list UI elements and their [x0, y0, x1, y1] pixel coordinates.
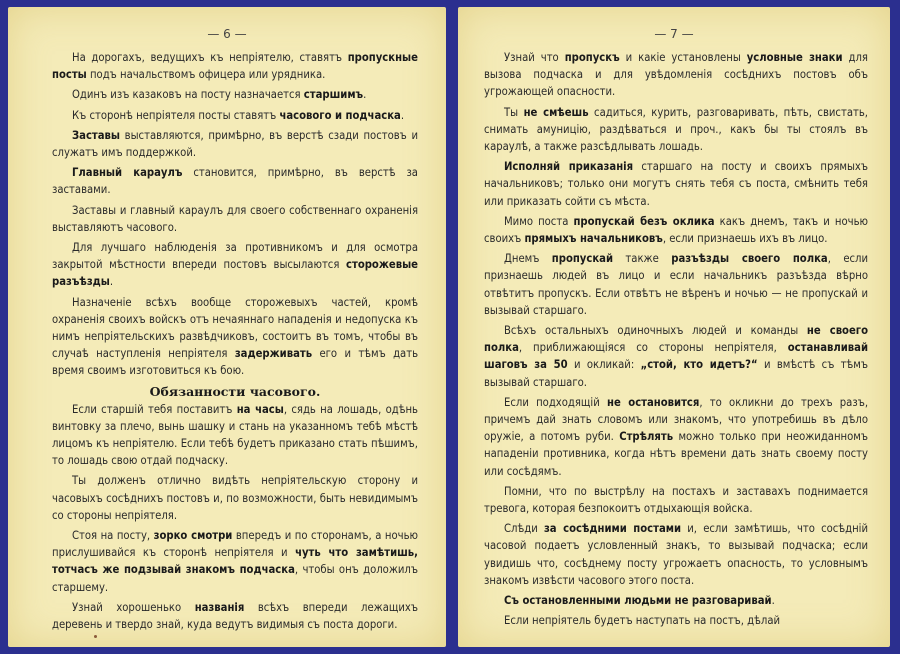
paragraph: Днемъ пропускай также разъѣзды своего полка, если признаешь людей въ лицо и если начальникъ разъѣзда вѣрно отвѣтитъ пропускъ. Если отвѣтъ не вѣренъ и ночью — не пропускай и вызывай старшаго.: [484, 252, 869, 317]
paragraph: Всѣхъ остальныхъ одиночныхъ людей и команды не своего полка, приближающіяся со стороны непріятеля, останавливай шаговъ за 50 и окликай: „стой, кто идетъ?“ и вмѣстѣ съ тѣмъ вызывай старшаго.: [484, 324, 868, 389]
paragraph: Если старшій тебя поставитъ на часы, сядь на лошадь, одѣнь винтовку за плечо, вынь шашку и стань на указанномъ тебѣ мѣстѣ лицомъ къ непріятелю. Если тебѣ будетъ приказано стать пѣшимъ, то лошадь свою отдай подчаску.: [52, 402, 418, 468]
paragraph: Узнай что пропускъ и какіе установлены условные знаки для вызова подчаска и для увѣдомленія сосѣднихъ постовъ объ угрожающей опасности.: [484, 51, 868, 99]
page-number-right: — 7 —: [654, 27, 694, 41]
left-page: [8, 7, 446, 647]
paper-speck: [94, 635, 97, 638]
paragraph: Если непріятель будетъ наступать на постъ, дѣлай: [504, 614, 781, 628]
paragraph: Къ сторонѣ непріятеля посты ставятъ часового и подчаска.: [72, 108, 405, 122]
paragraph: Одинъ изъ казаковъ на посту назначается старшимъ.: [72, 88, 367, 102]
paragraph: На дорогахъ, ведущихъ къ непріятелю, ставятъ пропускные посты подъ начальствомъ офицера или урядника.: [52, 51, 418, 82]
paragraph: Ты не смѣешь садиться, курить, разговаривать, пѣть, свистать, снимать амуницію, раздѣваться и проч., какъ бы ты стоялъ въ караулѣ, а также разсѣдлывать лошадь.: [484, 105, 868, 154]
paragraph: Мимо поста пропускай безъ оклика какъ днемъ, такъ и ночью своихъ прямыхъ начальниковъ, если признаешь ихъ въ лицо.: [484, 214, 868, 246]
page-number-left: — 6 —: [207, 27, 247, 41]
paragraph: Ты долженъ отлично видѣть непріятельскую сторону и часовыхъ сосѣднихъ постовъ и, по возможности, быть невидимымъ со стороны непріятеля.: [52, 474, 418, 522]
paragraph: Назначеніе всѣхъ вообще сторожевыхъ частей, кромѣ охраненія своихъ войскъ отъ нечаяннаго нападенія и недопуска къ нимъ непріятельскихъ развѣдчиковъ, состоитъ въ томъ, чтобы въ случаѣ наступленія непріятеля задерживать его и тѣмъ дать время своимъ изготовиться къ бою.: [52, 295, 418, 378]
left-page-body: [8, 43, 446, 633]
paragraph: Слѣди за сосѣдними постами и, если замѣтишь, что сосѣдній часовой подаетъ условленный знакъ, то вызывай подчаска; если увидишь что, сосѣднему посту угрожаетъ опасность, то условнымъ знакомъ извѣсти часового этого поста.: [484, 522, 868, 587]
paragraph: Заставы выставляются, примѣрно, въ верстѣ сзади постовъ и служатъ имъ поддержкой.: [52, 128, 418, 160]
paragraph: Помни, что по выстрѣлу на постахъ и заставахъ поднимается тревога, которая безпокоитъ отдыхающія войска.: [484, 484, 868, 516]
paragraph: Если подходящій не остановится, то окликни до трехъ разъ, причемъ дай знать словомъ или знакомъ, что употребишь въ дѣло оружіе, а потомъ руби. Стрѣлять можно только при неожиданномъ нападеніи противника, когда нѣтъ времени дать знать своему посту или сосѣдямъ.: [484, 395, 869, 478]
paragraph: Исполняй приказанія старшаго на посту и своихъ прямыхъ начальниковъ; только они могутъ снять тебя съ поста, смѣнить тебя или приказать сойти съ мѣста.: [484, 160, 868, 208]
right-page-body: [458, 43, 890, 630]
paragraph: Заставы и главный караулъ для своего собственнаго охраненія выставляютъ часового.: [52, 203, 418, 234]
paragraph: Главный караулъ становится, примѣрно, въ верстѣ за заставами.: [52, 166, 418, 197]
paragraph: Узнай хорошенько названія всѣхъ впереди лежащихъ деревень и твердо знай, куда ведутъ видимыя съ поста дороги.: [52, 600, 418, 632]
paragraph: Для лучшаго наблюденія за противникомъ и для осмотра закрытой мѣстности впереди постовъ высылаются сторожевые разъѣзды.: [52, 241, 418, 289]
right-page: [458, 7, 890, 647]
paragraph: Стоя на посту, зорко смотри впередъ и по сторонамъ, а ночью прислушивайся къ сторонѣ непріятеля и чуть что замѣтишь, тотчасъ же подзывай знакомъ подчаска, чтобы онъ доложилъ старшему.: [52, 529, 418, 594]
paragraph: Съ остановленными людьми не разговаривай.: [504, 594, 775, 608]
section-heading: Обязанности часового.: [149, 383, 321, 399]
